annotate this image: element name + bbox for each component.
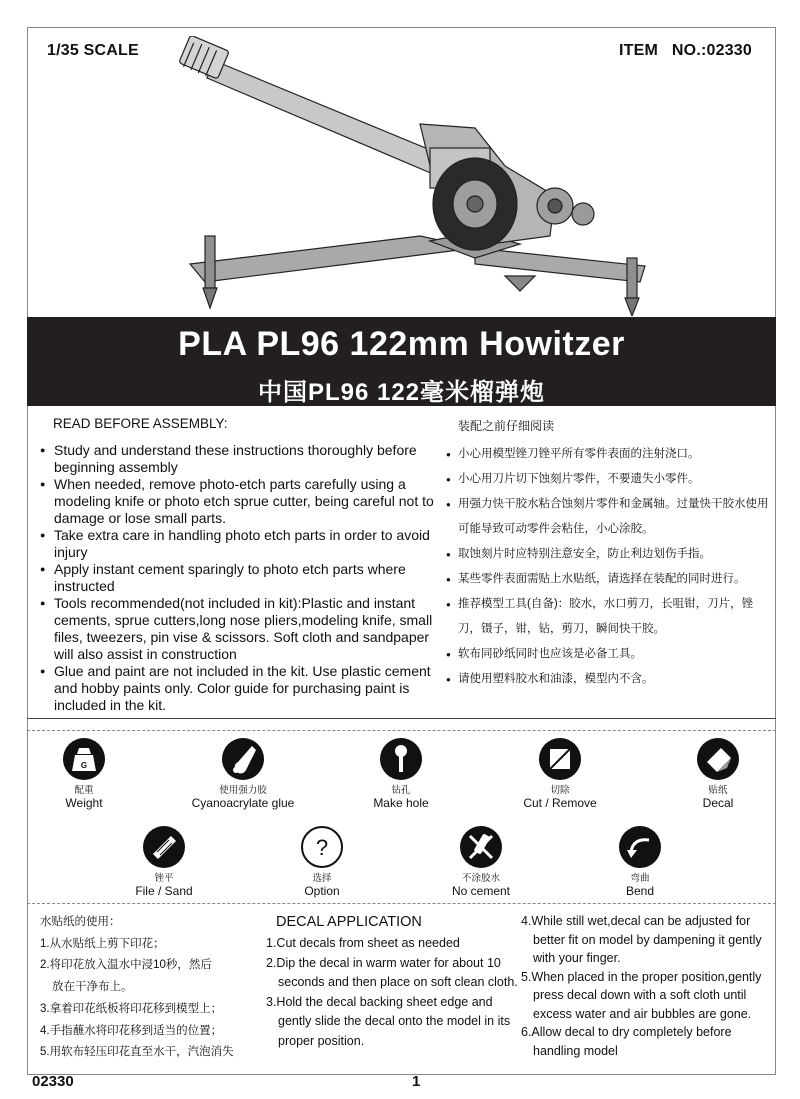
product-title-cn: 中国PL96 122毫米榴弹炮 [257, 379, 546, 406]
legend-no-cement: 不涂胶水 No cement [416, 826, 546, 898]
question-icon [301, 826, 343, 868]
scale-label: 1/35 SCALE [47, 42, 139, 59]
list-item: ● 推荐模型工具(自备)：胶水，水口剪刀，长咀钳，刀片，锉刀，镊子，钳，钻，剪刀，瞬间快干胶。 [446, 592, 776, 642]
no-cement-icon [460, 826, 502, 868]
legend-option: ? 选择 Option [257, 826, 387, 898]
decal-step: 1.Cut decals from sheet as needed [266, 936, 460, 950]
decal-step: 3.Hold the decal backing sheet edge and gently slide the decal onto the model in its proper position. [266, 994, 511, 1048]
legend-weight: G 配重 Weight [19, 738, 149, 810]
list-item: ● Apply instant cement sparingly to photo etch parts where instructed [40, 561, 440, 595]
item-number: ITEM NO.:02330 [618, 42, 752, 59]
read-before-heading-cn: 装配之前仔细阅读 [458, 419, 555, 433]
list-item: ● 小心用模型锉刀锉平所有零件表面的注射浇口。 [446, 442, 776, 467]
list-item: ● 请使用塑料胶水和油漆，模型内不含。 [446, 667, 776, 692]
decal-instructions-en [266, 912, 524, 1052]
drill-icon [380, 738, 422, 780]
list-item: ● 某些零件表面需贴上水贴纸，请选择在装配的同时进行。 [446, 567, 776, 592]
decal-step: 4.While still wet,decal can be adjusted for better fit on model by dampening it gently with your finger. [521, 914, 762, 965]
decal-instructions-en-2 [521, 912, 766, 1060]
decal-step: 2.Dip the decal in warm water for about 10 seconds and then place on soft clean cloth. [266, 955, 518, 990]
dashed-divider [27, 730, 776, 731]
legend-cut: 切除 Cut / Remove [495, 738, 625, 810]
page-number: 1 [412, 1073, 421, 1090]
title-banner [27, 317, 776, 406]
decal-step: 3.拿着印花纸板将印花移到模型上； [40, 1002, 223, 1015]
decal-step: 4.手指蘸水将印花移到适当的位置； [40, 1024, 223, 1037]
footer-item-code: 02330 [32, 1073, 74, 1090]
list-item: ● Take extra care in handling photo etch parts in order to avoid injury [40, 527, 440, 561]
list-item: ● 取蚀刻片时应特别注意安全，防止利边划伤手指。 [446, 542, 776, 567]
glue-drop-icon [222, 738, 264, 780]
legend-decal: 贴纸 Decal [653, 738, 783, 810]
read-before-list [40, 442, 440, 714]
cut-icon [539, 738, 581, 780]
list-item: ● 用强力快干胶水粘合蚀刻片零件和金属轴。过量快干胶水使用可能导致可动零件会粘住，小心涂胶。 [446, 492, 776, 542]
weight-icon [63, 738, 105, 780]
legend-drill: 钻孔 Make hole [336, 738, 466, 810]
list-item: ● Tools recommended(not included in kit):Plastic and instant cements, sprue cutters,long nose pliers,modeling knife, small files, tweezers, pin vise & scissors. Soft cloth and sandpaper will also assist in construction [40, 595, 440, 663]
decal-icon [697, 738, 739, 780]
decal-heading-cn: 水贴纸的使用： [40, 916, 121, 928]
section-divider [27, 718, 776, 719]
decal-step: 5.用软布轻压印花直至水干，汽泡消失 [40, 1046, 234, 1059]
decal-step: 放在干净布上。 [52, 981, 133, 994]
file-icon [143, 826, 185, 868]
decal-step: 1.从水贴纸上剪下印花； [40, 937, 165, 950]
decal-step: 2.将印花放入温水中浸10秒，然后 [40, 959, 212, 972]
list-item: ● 软布同砂纸同时也应该是必备工具。 [446, 642, 776, 667]
read-before-list-cn [446, 442, 776, 692]
list-item: ● Study and understand these instructions thoroughly before beginning assembly [40, 442, 440, 476]
svg-text:G: G [80, 761, 88, 770]
legend-bend: 弯曲 Bend [575, 826, 705, 898]
list-item: ● 小心用刀片切下蚀刻片零件，不要遗失小零件。 [446, 467, 776, 492]
decal-heading: DECAL APPLICATION [276, 914, 422, 930]
decal-instructions-cn [40, 912, 265, 1064]
svg-text:?: ? [315, 835, 329, 860]
dashed-divider [27, 903, 776, 904]
read-before-heading: READ BEFORE ASSEMBLY: [53, 416, 228, 431]
decal-step: 6.Allow decal to dry completely before handling model [521, 1025, 732, 1058]
list-item: ● When needed, remove photo-etch parts carefully using a modeling knife or photo etch sprue cutter, being careful not to damage or lose small parts. [40, 476, 440, 527]
bend-arrow-icon [619, 826, 661, 868]
legend-file: 锉平 File / Sand [99, 826, 229, 898]
howitzer-illustration [175, 36, 685, 316]
decal-step: 5.When placed in the proper position,gently press decal down with a soft cloth until excess water and air bubbles are gone. [521, 969, 762, 1021]
list-item: ● Glue and paint are not included in the kit. Use plastic cement and hobby paints only. Color guide for purchasing paint is included in the kit. [40, 663, 440, 714]
legend-glue: 使用强力胶 Cyanoacrylate glue [178, 738, 308, 810]
product-title: PLA PL96 122mm Howitzer [178, 325, 625, 363]
